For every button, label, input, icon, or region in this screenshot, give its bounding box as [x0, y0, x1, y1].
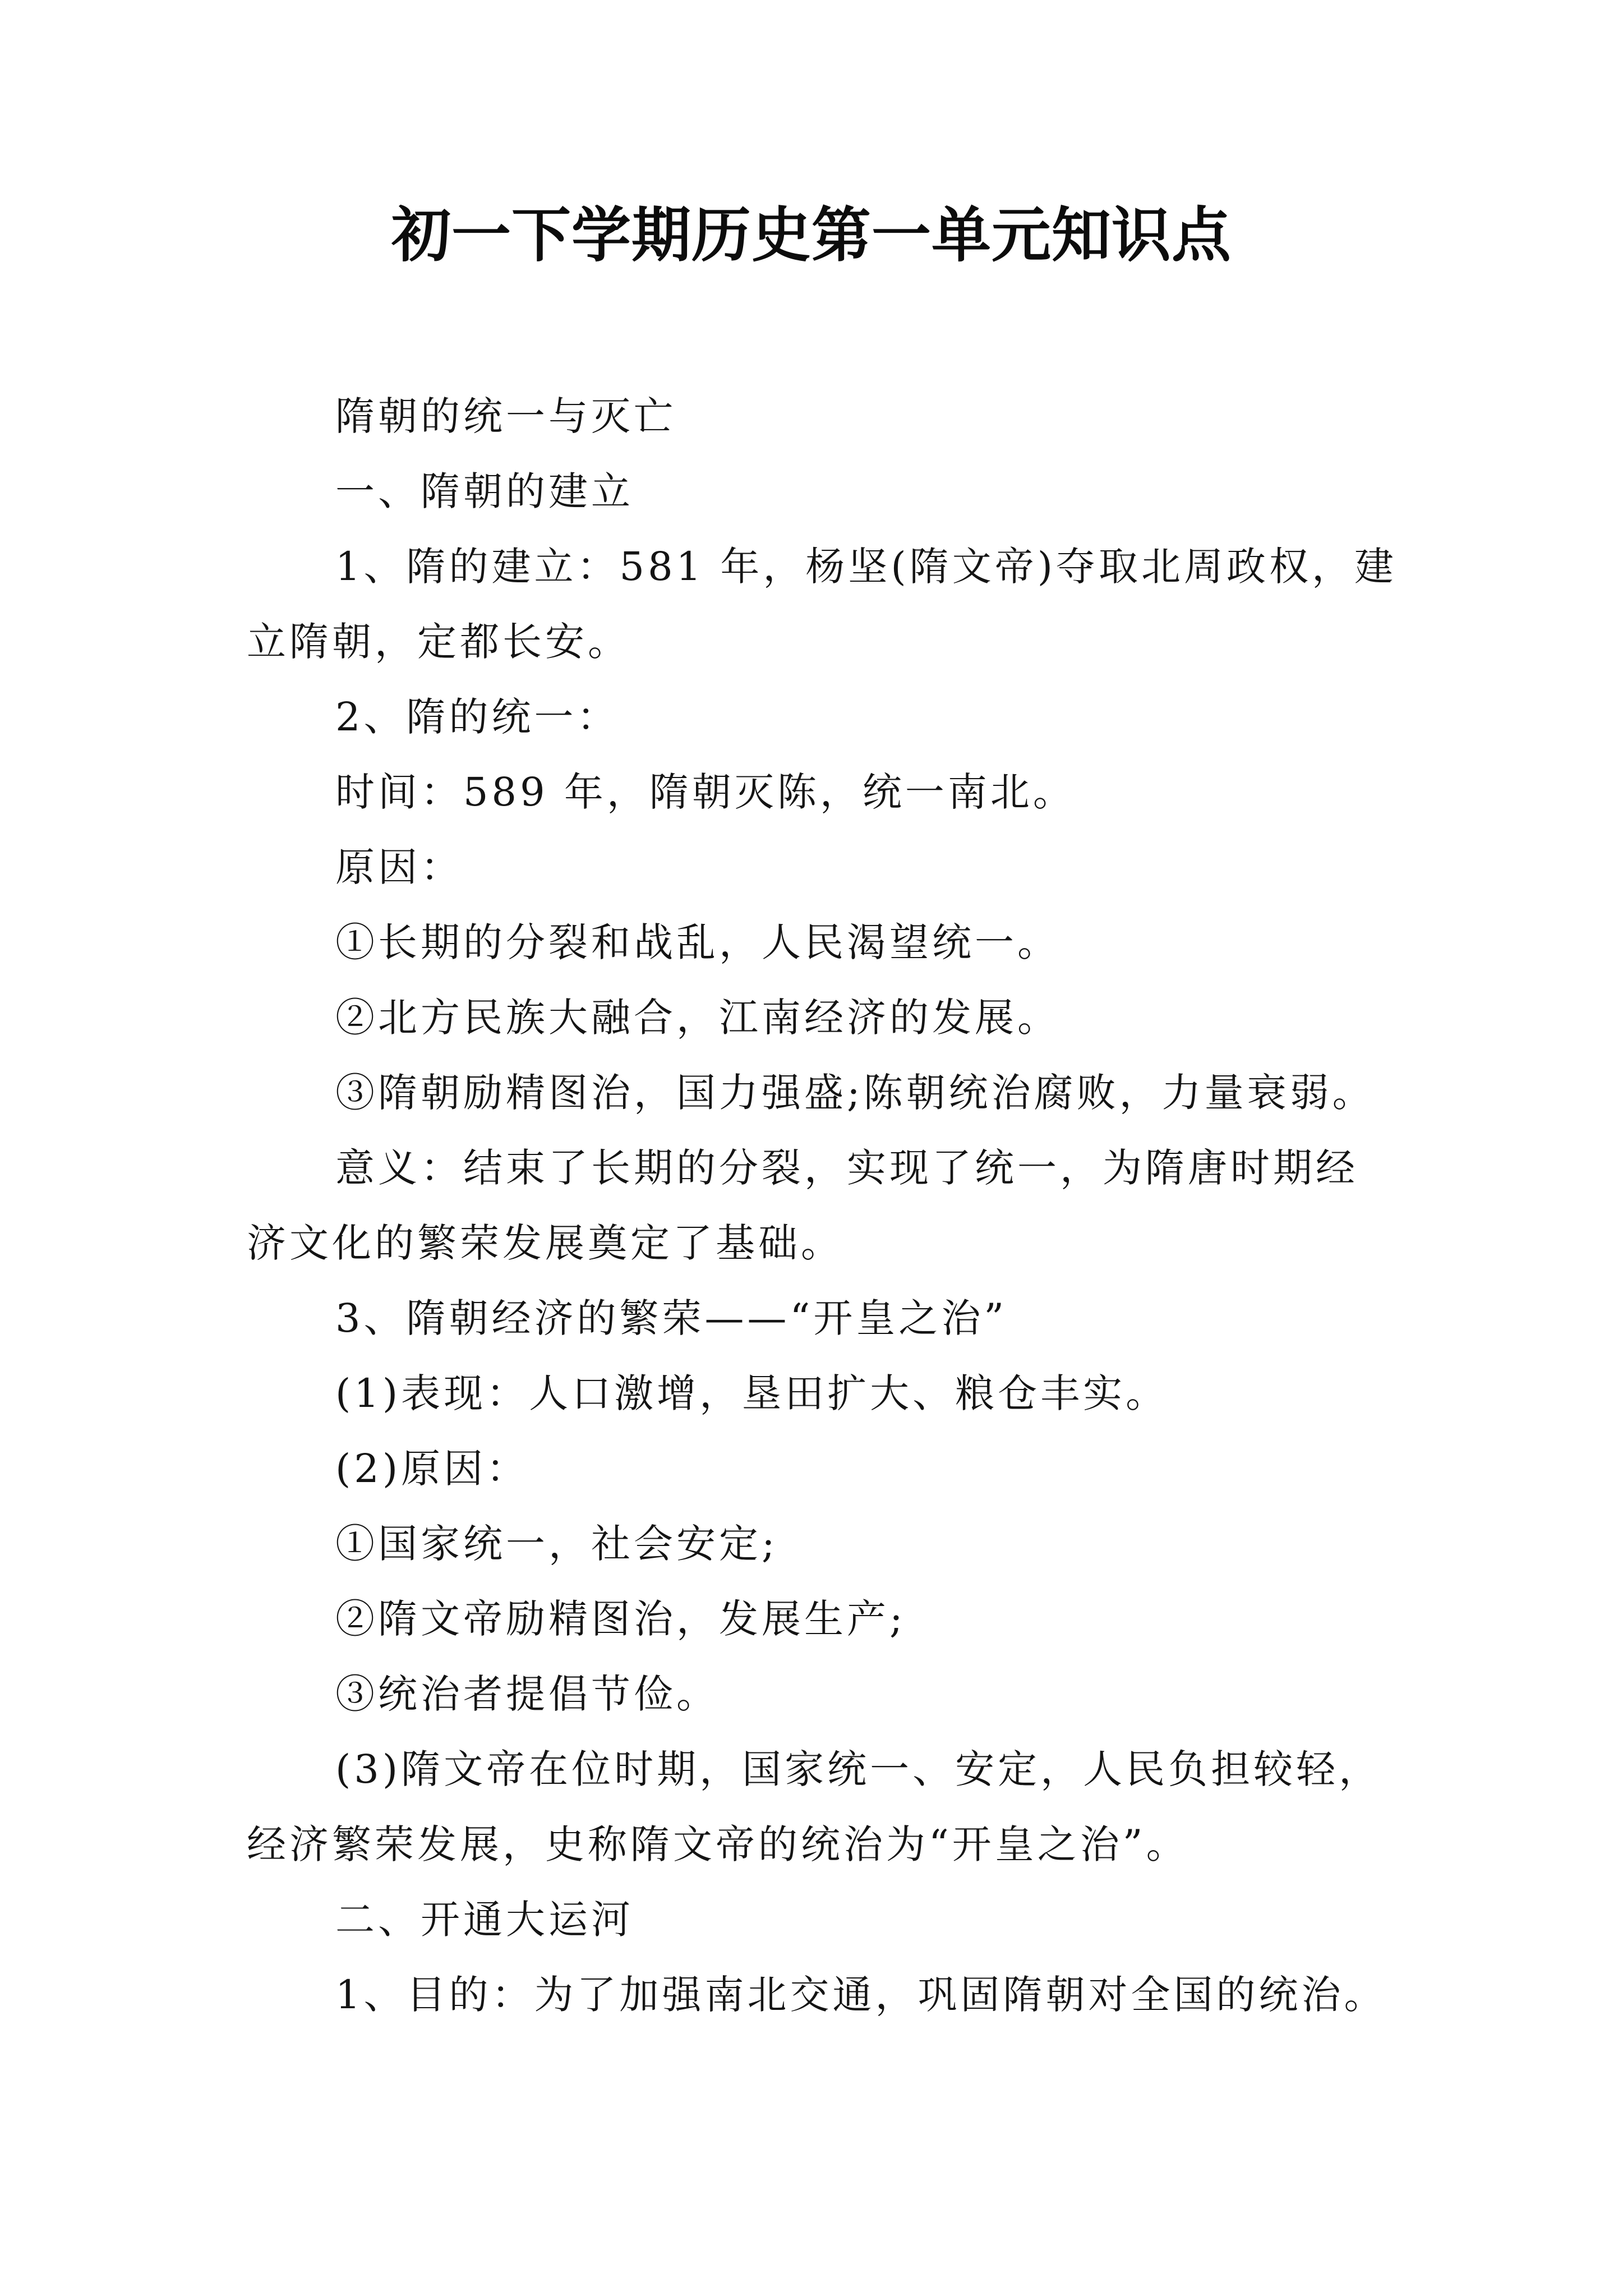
paragraph-significance-cont: 济文化的繁荣发展奠定了基础。 [247, 1220, 843, 1266]
paragraph-canal-purpose: 1、目的：为了加强南北交通，巩固隋朝对全国的统治。 [335, 1972, 1387, 2018]
list-item-reason-2: ②北方民族大融合，江南经济的发展。 [335, 995, 1060, 1041]
list-item-kaihuang-reason-3: ③统治者提倡节俭。 [335, 1671, 719, 1717]
section-heading-sui-unification: 隋朝的统一与灭亡 [335, 393, 676, 439]
list-item-reason-1: ①长期的分裂和战乱，人民渴望统一。 [335, 919, 1060, 965]
list-item-kaihuang-reason-1: ①国家统一，社会安定; [335, 1521, 778, 1567]
list-item-kaihuang-reason-2: ②隋文帝励精图治，发展生产; [335, 1596, 906, 1642]
paragraph-founding-1: 1、隋的建立：581 年，杨坚(隋文帝)夺取北周政权，建 [335, 544, 1398, 590]
paragraph-significance: 意义：结束了长期的分裂，实现了统一，为隋唐时期经 [335, 1145, 1358, 1191]
paragraph-kaihuang-manifestation: (1)表现：人口激增，垦田扩大、粮仓丰实。 [335, 1370, 1169, 1416]
paragraph-reasons-label: 原因： [335, 844, 463, 890]
heading-grand-canal: 二、开通大运河 [335, 1897, 634, 1943]
paragraph-unification-heading: 2、隋的统一： [335, 694, 620, 740]
paragraph-founding-1-cont: 立隋朝，定都长安。 [247, 619, 630, 665]
paragraph-kaihuang-heading: 3、隋朝经济的繁荣——“开皇之治” [335, 1295, 1008, 1341]
page-title: 初一下学期历史第一单元知识点 [391, 201, 1232, 270]
paragraph-kaihuang-summary: (3)隋文帝在位时期，国家统一、安定，人民负担较轻， [335, 1746, 1382, 1792]
list-item-reason-3: ③隋朝励精图治，国力强盛;陈朝统治腐败，力量衰弱。 [335, 1070, 1375, 1116]
paragraph-time: 时间：589 年，隋朝灭陈，统一南北。 [335, 769, 1076, 815]
paragraph-kaihuang-summary-cont: 经济繁荣发展，史称隋文帝的统治为“开皇之治”。 [247, 1821, 1189, 1867]
heading-founding: 一、隋朝的建立 [335, 468, 634, 514]
paragraph-kaihuang-reasons-label: (2)原因： [335, 1446, 529, 1492]
